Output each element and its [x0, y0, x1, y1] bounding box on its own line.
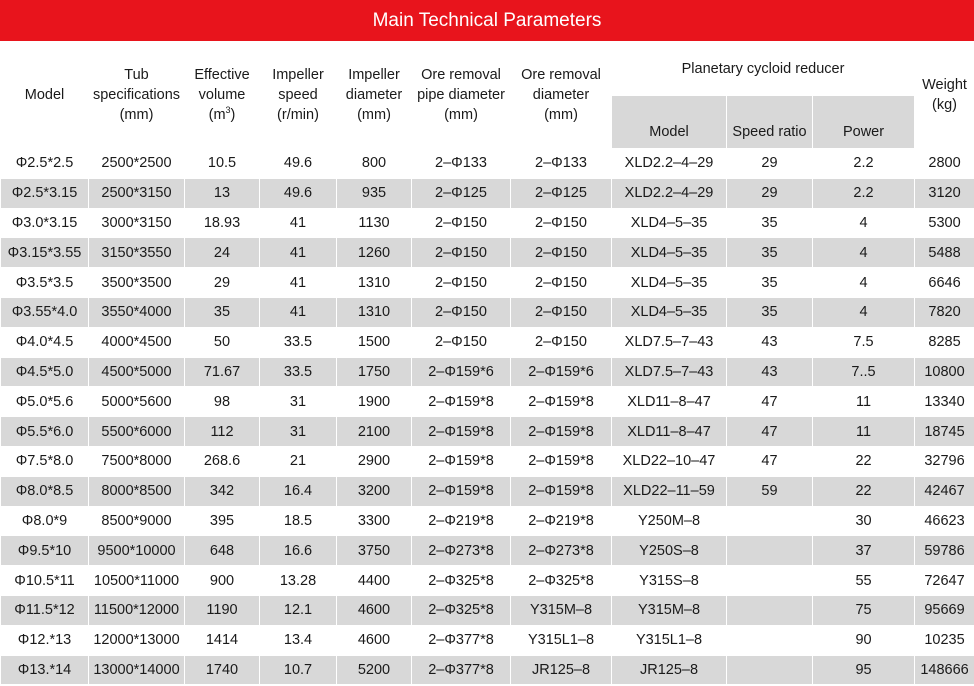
- cell-effective-volume: 98: [185, 387, 260, 417]
- cell-ore-removal-pipe-diameter: 2–Φ325*8: [412, 595, 511, 625]
- table-row: [1, 268, 974, 298]
- cell-reducer-model: XLD4–5–35: [612, 268, 727, 298]
- cell-weight: 59786: [915, 536, 974, 566]
- cell-ore-removal-pipe-diameter: 2–Φ159*8: [412, 417, 511, 447]
- header-reducer-speed-ratio: Speed ratio: [727, 96, 813, 149]
- cell-ore-removal-diameter: 2–Φ150: [511, 238, 612, 268]
- cell-ore-removal-pipe-diameter: 2–Φ159*8: [412, 446, 511, 476]
- table-row: [1, 476, 974, 506]
- cell-power: 37: [813, 536, 915, 566]
- cell-weight: 95669: [915, 595, 974, 625]
- cell-power: 75: [813, 595, 915, 625]
- cell-weight: 5488: [915, 238, 974, 268]
- cell-ore-removal-pipe-diameter: 2–Φ150: [412, 297, 511, 327]
- cell-ore-removal-diameter: 2–Φ159*8: [511, 387, 612, 417]
- cell-ore-removal-diameter: 2–Φ133: [511, 149, 612, 179]
- cell-effective-volume: 10.5: [185, 149, 260, 179]
- cell-impeller-diameter: 3300: [337, 506, 412, 536]
- cell-impeller-speed: 41: [260, 208, 337, 238]
- table-row: [1, 506, 974, 536]
- header-model: Model: [1, 42, 89, 149]
- cell-ore-removal-diameter: 2–Φ150: [511, 268, 612, 298]
- cell-reducer-model: XLD4–5–35: [612, 297, 727, 327]
- cell-ore-removal-diameter: Y315M–8: [511, 595, 612, 625]
- cell-impeller-speed: 16.4: [260, 476, 337, 506]
- cell-power: 30: [813, 506, 915, 536]
- cell-impeller-diameter: 935: [337, 178, 412, 208]
- cell-impeller-diameter: 1900: [337, 387, 412, 417]
- cell-impeller-diameter: 1310: [337, 268, 412, 298]
- cell-effective-volume: 13: [185, 178, 260, 208]
- cell-impeller-speed: 33.5: [260, 357, 337, 387]
- cell-speed-ratio: 47: [727, 387, 813, 417]
- cell-model: Φ4.0*4.5: [1, 327, 89, 357]
- cell-reducer-model: XLD2.2–4–29: [612, 149, 727, 179]
- cell-ore-removal-diameter: 2–Φ159*8: [511, 446, 612, 476]
- cell-speed-ratio: 43: [727, 327, 813, 357]
- cell-ore-removal-diameter: 2–Φ159*8: [511, 417, 612, 447]
- cell-model: Φ9.5*10: [1, 536, 89, 566]
- cell-tub-specifications: 2500*3150: [89, 178, 185, 208]
- cell-model: Φ3.55*4.0: [1, 297, 89, 327]
- cell-ore-removal-diameter: Y315L1–8: [511, 625, 612, 655]
- cell-reducer-model: XLD7.5–7–43: [612, 357, 727, 387]
- cell-model: Φ7.5*8.0: [1, 446, 89, 476]
- cell-impeller-diameter: 3750: [337, 536, 412, 566]
- cell-tub-specifications: 3150*3550: [89, 238, 185, 268]
- cell-tub-specifications: 5500*6000: [89, 417, 185, 447]
- cell-effective-volume: 1740: [185, 655, 260, 685]
- cell-reducer-model: Y250M–8: [612, 506, 727, 536]
- cell-effective-volume: 112: [185, 417, 260, 447]
- cell-power: 11: [813, 387, 915, 417]
- cell-effective-volume: 342: [185, 476, 260, 506]
- cell-impeller-speed: 49.6: [260, 149, 337, 179]
- cell-reducer-model: XLD2.2–4–29: [612, 178, 727, 208]
- cell-tub-specifications: 3000*3150: [89, 208, 185, 238]
- table-row: [1, 417, 974, 447]
- table-row: [1, 387, 974, 417]
- cell-weight: 10800: [915, 357, 974, 387]
- cell-effective-volume: 1414: [185, 625, 260, 655]
- cell-weight: 2800: [915, 149, 974, 179]
- cell-impeller-diameter: 4600: [337, 595, 412, 625]
- cell-ore-removal-pipe-diameter: 2–Φ159*6: [412, 357, 511, 387]
- cell-power: 4: [813, 208, 915, 238]
- cell-ore-removal-pipe-diameter: 2–Φ325*8: [412, 566, 511, 596]
- cell-model: Φ3.0*3.15: [1, 208, 89, 238]
- cell-speed-ratio: 35: [727, 297, 813, 327]
- cell-ore-removal-pipe-diameter: 2–Φ159*8: [412, 476, 511, 506]
- cell-impeller-speed: 41: [260, 297, 337, 327]
- table-title-bar: [0, 0, 974, 41]
- cell-impeller-speed: 18.5: [260, 506, 337, 536]
- cell-impeller-diameter: 1130: [337, 208, 412, 238]
- cell-ore-removal-pipe-diameter: 2–Φ219*8: [412, 506, 511, 536]
- table-row: [1, 536, 974, 566]
- cell-power: 7..5: [813, 357, 915, 387]
- cell-ore-removal-diameter: 2–Φ159*8: [511, 476, 612, 506]
- cell-impeller-diameter: 2100: [337, 417, 412, 447]
- cell-speed-ratio: 29: [727, 178, 813, 208]
- cell-weight: 6646: [915, 268, 974, 298]
- cell-effective-volume: 648: [185, 536, 260, 566]
- cell-power: 95: [813, 655, 915, 685]
- cell-weight: 72647: [915, 566, 974, 596]
- cell-ore-removal-pipe-diameter: 2–Φ150: [412, 268, 511, 298]
- cell-impeller-speed: 33.5: [260, 327, 337, 357]
- cell-effective-volume: 71.67: [185, 357, 260, 387]
- cell-reducer-model: XLD22–10–47: [612, 446, 727, 476]
- cell-impeller-diameter: 5200: [337, 655, 412, 685]
- header-reducer-model: Model: [612, 96, 727, 149]
- cell-impeller-diameter: 800: [337, 149, 412, 179]
- cell-reducer-model: XLD7.5–7–43: [612, 327, 727, 357]
- cell-tub-specifications: 4500*5000: [89, 357, 185, 387]
- header-ore-removal-pipe-diameter: Ore removal pipe diameter (mm): [412, 42, 511, 149]
- cell-model: Φ5.5*6.0: [1, 417, 89, 447]
- cell-ore-removal-pipe-diameter: 2–Φ150: [412, 327, 511, 357]
- cell-power: 2.2: [813, 178, 915, 208]
- cell-weight: 148666: [915, 655, 974, 685]
- cell-effective-volume: 268.6: [185, 446, 260, 476]
- cell-ore-removal-pipe-diameter: 2–Φ377*8: [412, 655, 511, 685]
- cell-model: Φ10.5*11: [1, 566, 89, 596]
- cell-model: Φ3.15*3.55: [1, 238, 89, 268]
- cell-tub-specifications: 8500*9000: [89, 506, 185, 536]
- table-row: [1, 327, 974, 357]
- table-row: [1, 625, 974, 655]
- cell-power: 7.5: [813, 327, 915, 357]
- cell-impeller-speed: 10.7: [260, 655, 337, 685]
- cell-power: 55: [813, 566, 915, 596]
- cell-reducer-model: Y315S–8: [612, 566, 727, 596]
- cell-power: 4: [813, 238, 915, 268]
- cell-impeller-diameter: 2900: [337, 446, 412, 476]
- cell-model: Φ8.0*8.5: [1, 476, 89, 506]
- cell-impeller-diameter: 1750: [337, 357, 412, 387]
- cell-effective-volume: 50: [185, 327, 260, 357]
- cell-speed-ratio: [727, 595, 813, 625]
- header-impeller-diameter: Impeller diameter (mm): [337, 42, 412, 149]
- cell-model: Φ5.0*5.6: [1, 387, 89, 417]
- cell-impeller-speed: 12.1: [260, 595, 337, 625]
- cell-effective-volume: 18.93: [185, 208, 260, 238]
- cell-ore-removal-diameter: 2–Φ150: [511, 327, 612, 357]
- cell-model: Φ2.5*2.5: [1, 149, 89, 179]
- technical-parameters-table: [0, 41, 974, 685]
- cell-weight: 46623: [915, 506, 974, 536]
- cell-speed-ratio: 35: [727, 208, 813, 238]
- cell-weight: 13340: [915, 387, 974, 417]
- cell-ore-removal-diameter: 2–Φ125: [511, 178, 612, 208]
- cell-speed-ratio: 35: [727, 268, 813, 298]
- cell-model: Φ13.*14: [1, 655, 89, 685]
- cell-ore-removal-diameter: 2–Φ325*8: [511, 566, 612, 596]
- cell-tub-specifications: 5000*5600: [89, 387, 185, 417]
- table-row: [1, 297, 974, 327]
- cell-weight: 8285: [915, 327, 974, 357]
- cell-weight: 32796: [915, 446, 974, 476]
- cell-reducer-model: Y250S–8: [612, 536, 727, 566]
- cell-power: 4: [813, 297, 915, 327]
- cell-power: 2.2: [813, 149, 915, 179]
- cell-weight: 5300: [915, 208, 974, 238]
- table-row: [1, 178, 974, 208]
- cell-tub-specifications: 10500*11000: [89, 566, 185, 596]
- cell-impeller-speed: 21: [260, 446, 337, 476]
- cell-ore-removal-diameter: 2–Φ150: [511, 297, 612, 327]
- cell-power: 4: [813, 268, 915, 298]
- cell-ore-removal-diameter: 2–Φ150: [511, 208, 612, 238]
- header-reducer-power: Power: [813, 96, 915, 149]
- cell-reducer-model: XLD22–11–59: [612, 476, 727, 506]
- table-row: [1, 149, 974, 179]
- cell-speed-ratio: 29: [727, 149, 813, 179]
- cell-ore-removal-diameter: 2–Φ273*8: [511, 536, 612, 566]
- cell-tub-specifications: 3500*3500: [89, 268, 185, 298]
- cell-tub-specifications: 4000*4500: [89, 327, 185, 357]
- cell-speed-ratio: 47: [727, 417, 813, 447]
- cell-power: 22: [813, 446, 915, 476]
- header-effective-volume: Effective volume $(m^3)$: [185, 42, 260, 149]
- header-impeller-speed: Impeller speed (r/min): [260, 42, 337, 149]
- cell-impeller-speed: 31: [260, 387, 337, 417]
- cell-speed-ratio: [727, 536, 813, 566]
- header-planetary-cycloid-reducer: Planetary cycloid reducer: [612, 42, 915, 96]
- cell-speed-ratio: 43: [727, 357, 813, 387]
- cell-speed-ratio: [727, 506, 813, 536]
- cell-reducer-model: Y315M–8: [612, 595, 727, 625]
- table-row: [1, 208, 974, 238]
- cell-impeller-speed: 13.4: [260, 625, 337, 655]
- cell-ore-removal-pipe-diameter: 2–Φ133: [412, 149, 511, 179]
- cell-effective-volume: 395: [185, 506, 260, 536]
- cell-weight: 42467: [915, 476, 974, 506]
- cell-ore-removal-diameter: 2–Φ159*6: [511, 357, 612, 387]
- cell-model: Φ11.5*12: [1, 595, 89, 625]
- cell-impeller-diameter: 3200: [337, 476, 412, 506]
- cell-model: Φ3.5*3.5: [1, 268, 89, 298]
- cell-power: 22: [813, 476, 915, 506]
- cell-impeller-speed: 41: [260, 268, 337, 298]
- cell-tub-specifications: 11500*12000: [89, 595, 185, 625]
- cell-ore-removal-pipe-diameter: 2–Φ377*8: [412, 625, 511, 655]
- cell-model: Φ2.5*3.15: [1, 178, 89, 208]
- cell-speed-ratio: [727, 625, 813, 655]
- cell-model: Φ12.*13: [1, 625, 89, 655]
- cell-model: Φ4.5*5.0: [1, 357, 89, 387]
- table-body: [1, 149, 974, 685]
- cell-effective-volume: 1190: [185, 595, 260, 625]
- table-row: [1, 655, 974, 685]
- cell-speed-ratio: 59: [727, 476, 813, 506]
- table-row: [1, 595, 974, 625]
- cell-reducer-model: Y315L1–8: [612, 625, 727, 655]
- cell-speed-ratio: [727, 655, 813, 685]
- cell-weight: 18745: [915, 417, 974, 447]
- cell-impeller-speed: 16.6: [260, 536, 337, 566]
- cell-tub-specifications: 12000*13000: [89, 625, 185, 655]
- table-row: [1, 238, 974, 268]
- cell-reducer-model: XLD4–5–35: [612, 208, 727, 238]
- cell-ore-removal-pipe-diameter: 2–Φ273*8: [412, 536, 511, 566]
- cell-impeller-diameter: 4400: [337, 566, 412, 596]
- cell-tub-specifications: 2500*2500: [89, 149, 185, 179]
- cell-impeller-speed: 49.6: [260, 178, 337, 208]
- cell-reducer-model: XLD11–8–47: [612, 387, 727, 417]
- cell-speed-ratio: 47: [727, 446, 813, 476]
- cell-tub-specifications: 13000*14000: [89, 655, 185, 685]
- cell-impeller-diameter: 1260: [337, 238, 412, 268]
- cell-power: 11: [813, 417, 915, 447]
- cell-ore-removal-diameter: 2–Φ219*8: [511, 506, 612, 536]
- cell-effective-volume: 35: [185, 297, 260, 327]
- cell-effective-volume: 24: [185, 238, 260, 268]
- cell-power: 90: [813, 625, 915, 655]
- cell-impeller-diameter: 4600: [337, 625, 412, 655]
- header-tub-specifications: Tub specifications (mm): [89, 42, 185, 149]
- table-title: Main Technical Parameters: [372, 9, 602, 31]
- table-row: [1, 357, 974, 387]
- header-ore-removal-diameter: Ore removal diameter (mm): [511, 42, 612, 149]
- table-row: [1, 566, 974, 596]
- cell-speed-ratio: 35: [727, 238, 813, 268]
- cell-reducer-model: JR125–8: [612, 655, 727, 685]
- cell-impeller-speed: 31: [260, 417, 337, 447]
- cell-impeller-speed: 13.28: [260, 566, 337, 596]
- cell-tub-specifications: 9500*10000: [89, 536, 185, 566]
- header-weight: Weight (kg): [915, 42, 974, 149]
- cell-reducer-model: XLD11–8–47: [612, 417, 727, 447]
- cell-tub-specifications: 3550*4000: [89, 297, 185, 327]
- cell-impeller-speed: 41: [260, 238, 337, 268]
- cell-weight: 3120: [915, 178, 974, 208]
- cell-tub-specifications: 7500*8000: [89, 446, 185, 476]
- cell-ore-removal-pipe-diameter: 2–Φ125: [412, 178, 511, 208]
- cell-impeller-diameter: 1500: [337, 327, 412, 357]
- cell-weight: 7820: [915, 297, 974, 327]
- cell-ore-removal-diameter: JR125–8: [511, 655, 612, 685]
- cell-reducer-model: XLD4–5–35: [612, 238, 727, 268]
- cell-effective-volume: 900: [185, 566, 260, 596]
- cell-ore-removal-pipe-diameter: 2–Φ150: [412, 208, 511, 238]
- cell-tub-specifications: 8000*8500: [89, 476, 185, 506]
- cell-weight: 10235: [915, 625, 974, 655]
- cell-model: Φ8.0*9: [1, 506, 89, 536]
- cell-speed-ratio: [727, 566, 813, 596]
- table-row: [1, 446, 974, 476]
- cell-effective-volume: 29: [185, 268, 260, 298]
- cell-ore-removal-pipe-diameter: 2–Φ159*8: [412, 387, 511, 417]
- cell-impeller-diameter: 1310: [337, 297, 412, 327]
- cell-ore-removal-pipe-diameter: 2–Φ150: [412, 238, 511, 268]
